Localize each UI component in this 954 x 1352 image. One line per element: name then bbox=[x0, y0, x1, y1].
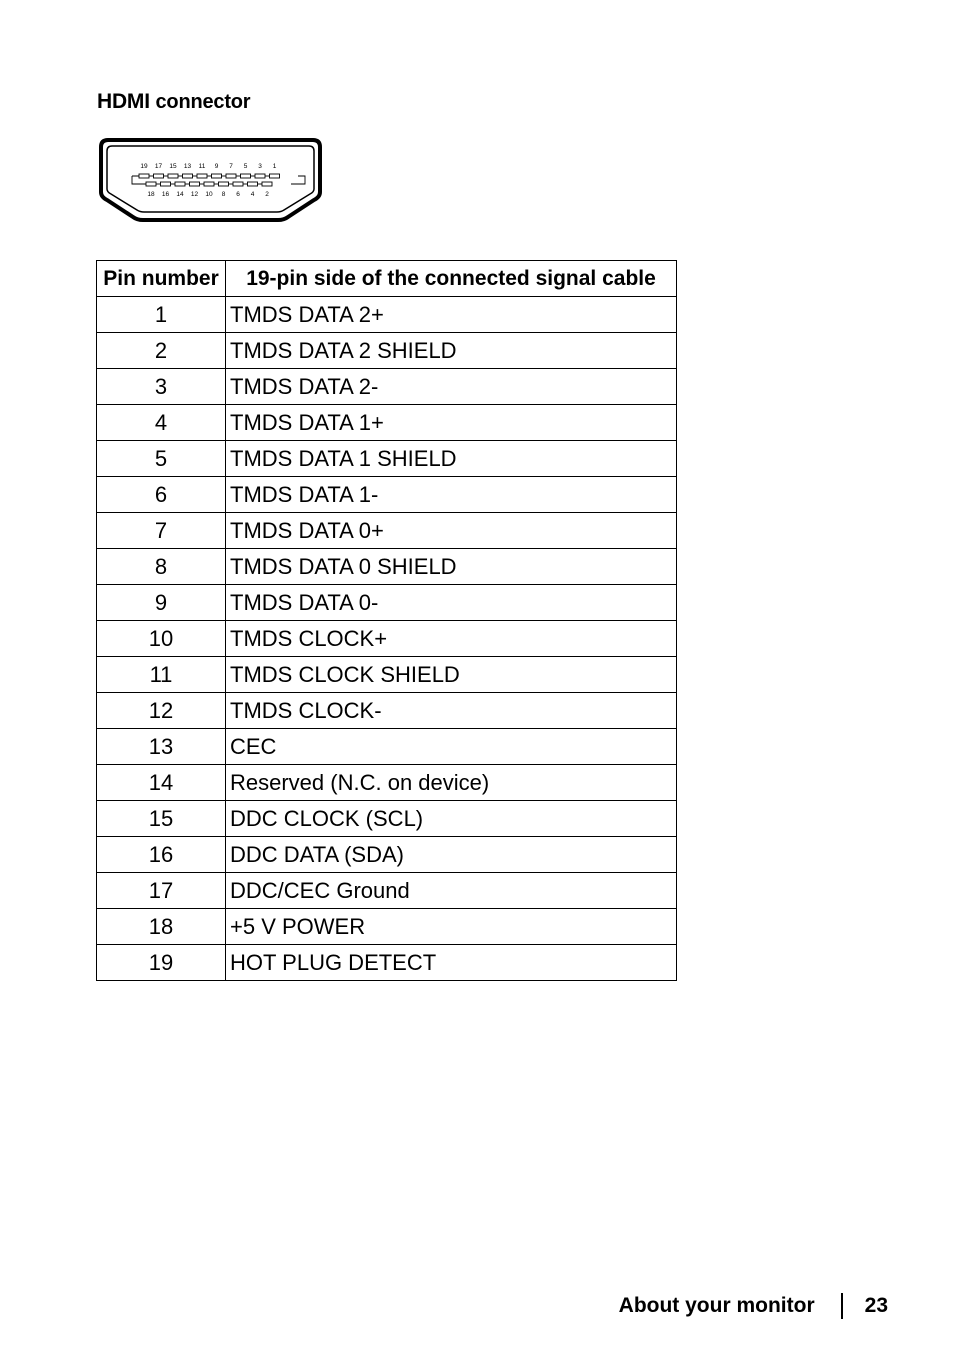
connector-pin-bottom bbox=[204, 182, 214, 186]
table-row bbox=[97, 801, 677, 837]
table-row bbox=[97, 945, 677, 981]
table-row bbox=[97, 693, 677, 729]
connector-pin-bottom bbox=[248, 182, 258, 186]
header-pin-number: Pin number bbox=[97, 261, 226, 297]
signal-cell: DDC DATA (SDA) bbox=[226, 837, 677, 873]
pin-number-cell: 9 bbox=[97, 585, 226, 621]
footer-section-name: About your monitor bbox=[618, 1294, 815, 1317]
signal-cell: TMDS CLOCK+ bbox=[226, 621, 677, 657]
section-heading bbox=[97, 90, 250, 114]
signal-cell: TMDS DATA 2+ bbox=[226, 297, 677, 333]
pin-number-cell: 11 bbox=[97, 657, 226, 693]
pin-number-cell: 2 bbox=[97, 333, 226, 369]
connector-pin-label-top: 3 bbox=[258, 163, 262, 170]
signal-cell: TMDS DATA 1+ bbox=[226, 405, 677, 441]
connector-pin-bottom bbox=[219, 182, 229, 186]
connector-pin-bottom bbox=[262, 182, 272, 186]
connector-pin-label-bottom: 8 bbox=[221, 191, 226, 198]
signal-cell: TMDS DATA 0- bbox=[226, 585, 677, 621]
pin-number-cell: 4 bbox=[97, 405, 226, 441]
pin-number-cell: 15 bbox=[97, 801, 226, 837]
pin-number-cell: 10 bbox=[97, 621, 226, 657]
page-footer bbox=[619, 1293, 888, 1319]
signal-cell: DDC CLOCK (SCL) bbox=[226, 801, 677, 837]
header-signal: 19-pin side of the connected signal cable bbox=[226, 261, 677, 297]
connector-pin-label-bottom: 2 bbox=[265, 191, 269, 198]
table-row bbox=[97, 621, 677, 657]
pin-number-cell: 12 bbox=[97, 693, 226, 729]
connector-pin-label-bottom: 6 bbox=[236, 191, 240, 198]
table-row bbox=[97, 585, 677, 621]
table-row bbox=[97, 729, 677, 765]
pin-number-cell: 8 bbox=[97, 549, 226, 585]
signal-cell: TMDS DATA 1- bbox=[226, 477, 677, 513]
signal-cell: TMDS CLOCK- bbox=[226, 693, 677, 729]
pin-number-cell: 14 bbox=[97, 765, 226, 801]
connector-pin-label-top: 19 bbox=[140, 163, 148, 170]
footer-separator bbox=[841, 1293, 843, 1319]
table-row bbox=[97, 333, 677, 369]
pin-number-cell: 7 bbox=[97, 513, 226, 549]
connector-pin-top bbox=[139, 174, 149, 178]
table-row bbox=[97, 549, 677, 585]
heading-connector: connector bbox=[155, 91, 251, 113]
signal-cell: Reserved (N.C. on device) bbox=[226, 765, 677, 801]
pin-number-cell: 1 bbox=[97, 297, 226, 333]
signal-cell: TMDS DATA 2- bbox=[226, 369, 677, 405]
connector-pin-top bbox=[212, 174, 222, 178]
table-row bbox=[97, 369, 677, 405]
signal-cell: +5 V POWER bbox=[226, 909, 677, 945]
heading-hdmi: HDMI bbox=[97, 90, 150, 113]
connector-pin-top bbox=[226, 174, 236, 178]
signal-cell: TMDS CLOCK SHIELD bbox=[226, 657, 677, 693]
connector-pin-bottom bbox=[233, 182, 243, 186]
pin-number-cell: 6 bbox=[97, 477, 226, 513]
table-row bbox=[97, 477, 677, 513]
connector-pin-label-bottom: 4 bbox=[250, 191, 255, 198]
table-row bbox=[97, 513, 677, 549]
table-row bbox=[97, 657, 677, 693]
connector-pin-bottom bbox=[190, 182, 200, 186]
pin-number-cell: 13 bbox=[97, 729, 226, 765]
connector-pin-label-bottom: 12 bbox=[190, 191, 199, 198]
connector-pin-label-top: 9 bbox=[214, 163, 219, 170]
connector-pin-top bbox=[255, 174, 265, 178]
hdmi-pin-table bbox=[96, 260, 677, 981]
signal-cell: HOT PLUG DETECT bbox=[226, 945, 677, 981]
connector-pin-label-top: 5 bbox=[243, 163, 248, 170]
table-row bbox=[97, 441, 677, 477]
connector-pin-bottom bbox=[175, 182, 185, 186]
table-row bbox=[97, 765, 677, 801]
table-header-row bbox=[97, 261, 677, 297]
connector-pin-label-top: 1 bbox=[272, 163, 277, 170]
signal-cell: TMDS DATA 1 SHIELD bbox=[226, 441, 677, 477]
page-number: 23 bbox=[864, 1294, 888, 1317]
pin-number-cell: 18 bbox=[97, 909, 226, 945]
table-row bbox=[97, 909, 677, 945]
connector-pin-bottom bbox=[161, 182, 171, 186]
connector-pin-label-top: 11 bbox=[198, 163, 206, 170]
connector-pin-label-top: 13 bbox=[183, 163, 192, 170]
pin-number-cell: 19 bbox=[97, 945, 226, 981]
signal-cell: TMDS DATA 2 SHIELD bbox=[226, 333, 677, 369]
connector-pin-bottom bbox=[146, 182, 156, 186]
connector-inner-outline bbox=[107, 146, 314, 212]
table-row bbox=[97, 837, 677, 873]
connector-pin-top bbox=[168, 174, 178, 178]
table-row bbox=[97, 297, 677, 333]
connector-pin-top bbox=[183, 174, 193, 178]
connector-pin-top bbox=[197, 174, 207, 178]
pin-number-cell: 16 bbox=[97, 837, 226, 873]
pin-number-cell: 17 bbox=[97, 873, 226, 909]
connector-pin-label-bottom: 10 bbox=[205, 191, 213, 198]
hdmi-connector-diagram bbox=[98, 137, 323, 223]
table-row bbox=[97, 873, 677, 909]
table-row bbox=[97, 405, 677, 441]
connector-pin-label-bottom: 16 bbox=[161, 191, 170, 198]
connector-pin-label-bottom: 18 bbox=[147, 191, 155, 198]
pin-number-cell: 5 bbox=[97, 441, 226, 477]
connector-pin-label-top: 17 bbox=[154, 163, 163, 170]
connector-pin-label-top: 7 bbox=[229, 163, 233, 170]
signal-cell: TMDS DATA 0 SHIELD bbox=[226, 549, 677, 585]
pin-number-cell: 3 bbox=[97, 369, 226, 405]
connector-pin-top bbox=[241, 174, 251, 178]
connector-pin-top bbox=[154, 174, 164, 178]
signal-cell: DDC/CEC Ground bbox=[226, 873, 677, 909]
connector-pin-top bbox=[270, 174, 280, 178]
signal-cell: TMDS DATA 0+ bbox=[226, 513, 677, 549]
connector-pin-label-bottom: 14 bbox=[176, 191, 184, 198]
connector-pin-label-top: 15 bbox=[169, 163, 177, 170]
signal-cell: CEC bbox=[226, 729, 677, 765]
